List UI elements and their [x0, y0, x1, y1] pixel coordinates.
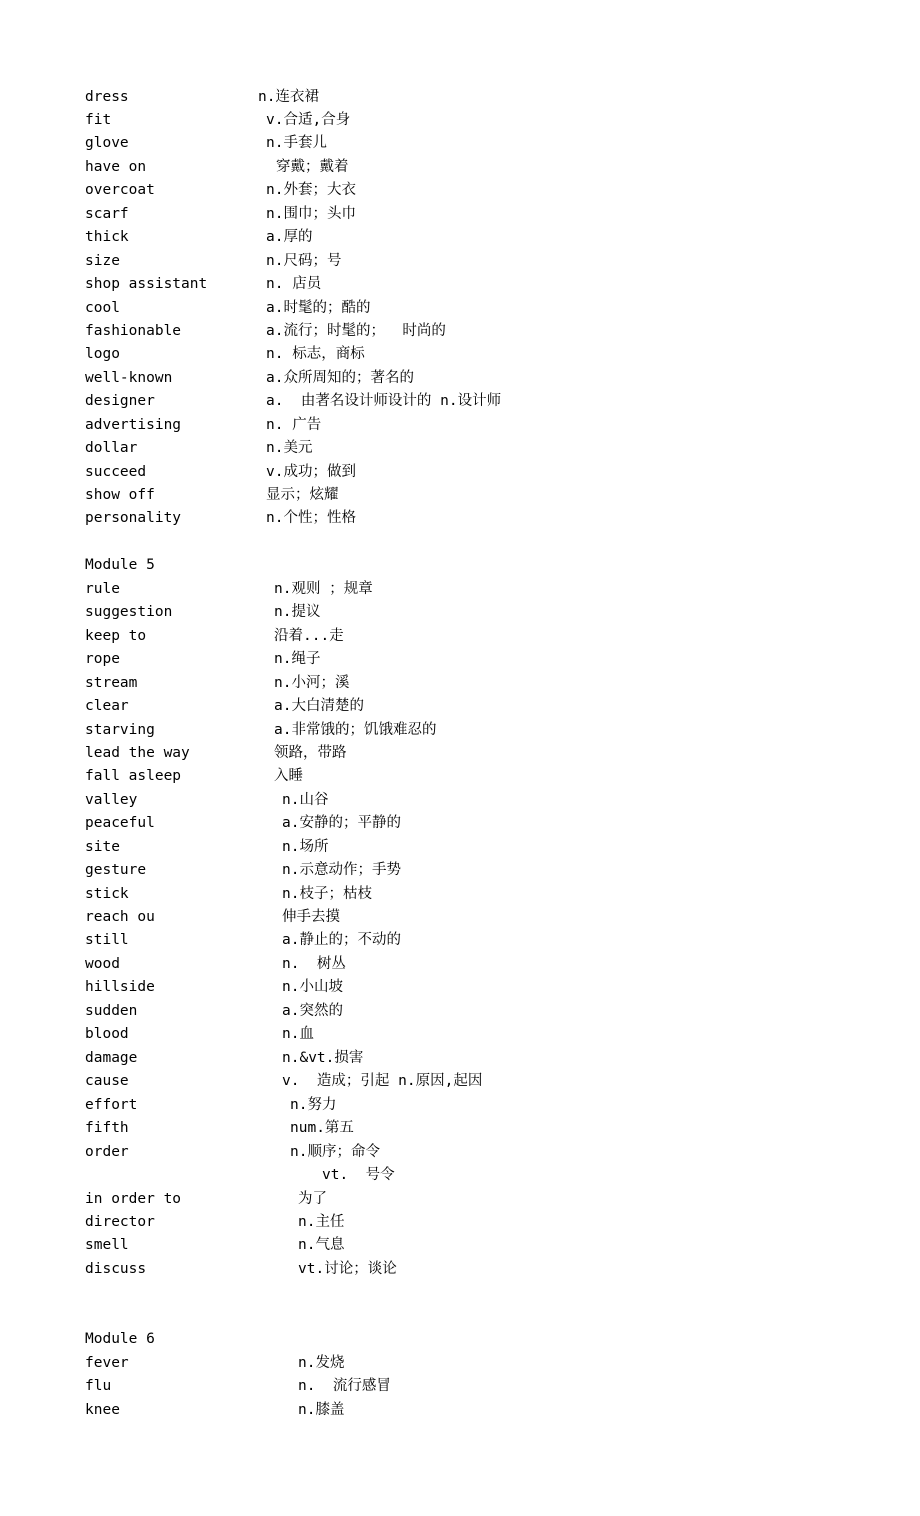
vocab-definition: n.顺序；命令 — [290, 1144, 380, 1160]
vocab-term: dollar — [85, 440, 138, 456]
vocab-term: site — [85, 839, 120, 855]
vocab-definition: n.小山坡 — [282, 979, 343, 995]
vocab-term: still — [85, 932, 129, 948]
vocab-term: flu — [85, 1378, 112, 1394]
vocab-term: fall asleep — [85, 768, 182, 784]
vocab-term: discuss — [85, 1261, 147, 1277]
vocab-term: smell — [85, 1237, 129, 1253]
vocab-definition: n.观则 ；规章 — [274, 581, 373, 597]
vocab-definition: v.成功；做到 — [266, 464, 356, 480]
vocab-definition: n.提议 — [274, 604, 321, 620]
vocab-term: size — [85, 253, 120, 269]
vocab-definition: 显示；炫耀 — [266, 487, 339, 503]
vocab-definition: n.主任 — [298, 1214, 345, 1230]
vocab-term: wood — [85, 956, 120, 972]
vocab-definition: n.手套儿 — [266, 135, 327, 151]
vocab-definition: n.外套；大衣 — [266, 182, 356, 198]
vocab-definition: n. 树丛 — [282, 956, 346, 972]
vocab-definition: vt. 号令 — [322, 1167, 395, 1183]
vocab-term: keep to — [85, 628, 147, 644]
vocab-definition: n.努力 — [290, 1097, 337, 1113]
vocab-definition: a.大白清楚的 — [274, 698, 364, 714]
vocab-term: damage — [85, 1050, 138, 1066]
vocab-term: fever — [85, 1355, 129, 1371]
vocab-term: director — [85, 1214, 155, 1230]
vocab-definition: n.示意动作；手势 — [282, 862, 401, 878]
vocab-definition: n.膝盖 — [298, 1402, 345, 1418]
vocab-term: have on — [85, 159, 147, 175]
vocab-term: sudden — [85, 1003, 138, 1019]
vocab-definition: n.场所 — [282, 839, 329, 855]
vocab-term: suggestion — [85, 604, 173, 620]
vocab-definition: a.突然的 — [282, 1003, 343, 1019]
vocab-definition: n. 广告 — [266, 417, 322, 433]
vocab-term: advertising — [85, 417, 182, 433]
vocab-definition: v. 造成；引起 n.原因,起因 — [282, 1073, 483, 1089]
vocab-definition: n.个性；性格 — [266, 510, 356, 526]
vocab-definition: n.小河；溪 — [274, 675, 350, 691]
vocab-term: shop assistant — [85, 276, 208, 292]
vocab-term: knee — [85, 1402, 120, 1418]
vocab-term: scarf — [85, 206, 129, 222]
vocab-term: succeed — [85, 464, 147, 480]
module-6-heading: Module 6 — [85, 1331, 155, 1347]
vocab-term: personality — [85, 510, 182, 526]
vocab-term: valley — [85, 792, 138, 808]
vocab-term: starving — [85, 722, 155, 738]
vocab-definition: a.安静的；平静的 — [282, 815, 401, 831]
vocab-definition: n. 店员 — [266, 276, 322, 292]
vocab-definition: v.合适,合身 — [266, 112, 351, 128]
vocab-definition: n.山谷 — [282, 792, 329, 808]
vocab-definition: a.厚的 — [266, 229, 313, 245]
vocab-definition: n.绳子 — [274, 651, 321, 667]
vocab-definition: 领路，带路 — [274, 745, 347, 761]
vocab-term: rope — [85, 651, 120, 667]
vocab-term: gesture — [85, 862, 147, 878]
vocab-definition: 为了 — [298, 1191, 327, 1207]
vocab-term: rule — [85, 581, 120, 597]
vocab-definition: n. 流行感冒 — [298, 1378, 391, 1394]
vocab-definition: 入睡 — [274, 768, 303, 784]
vocab-definition: 沿着...走 — [274, 628, 344, 644]
vocab-term: glove — [85, 135, 129, 151]
vocab-definition: a.众所周知的；著名的 — [266, 370, 414, 386]
vocab-term: lead the way — [85, 745, 190, 761]
vocab-term: show off — [85, 487, 155, 503]
vocab-term: peaceful — [85, 815, 155, 831]
vocab-term: reach ou — [85, 909, 155, 925]
vocab-definition: n.气息 — [298, 1237, 345, 1253]
vocab-term: overcoat — [85, 182, 155, 198]
vocab-term: cool — [85, 300, 120, 316]
vocab-definition: 伸手去摸 — [282, 909, 340, 925]
vocab-term: designer — [85, 393, 155, 409]
vocab-term: well-known — [85, 370, 173, 386]
vocab-definition: n.发烧 — [298, 1355, 345, 1371]
vocab-term: cause — [85, 1073, 129, 1089]
vocab-term: effort — [85, 1097, 138, 1113]
vocab-definition: n.&vt.损害 — [282, 1050, 364, 1066]
vocab-definition: num.第五 — [290, 1120, 354, 1136]
vocab-term: thick — [85, 229, 129, 245]
vocab-definition: n.连衣裙 — [258, 89, 319, 105]
vocab-term: order — [85, 1144, 129, 1160]
vocab-term: blood — [85, 1026, 129, 1042]
vocab-term: in order to — [85, 1191, 182, 1207]
vocab-definition: a.时髦的；酷的 — [266, 300, 371, 316]
vocab-term: logo — [85, 346, 120, 362]
vocab-definition: n.枝子；枯枝 — [282, 886, 372, 902]
vocab-definition: a. 由著名设计师设计的 n.设计师 — [266, 393, 502, 409]
vocab-definition: n.美元 — [266, 440, 313, 456]
vocab-term: stream — [85, 675, 138, 691]
vocab-definition: a.静止的；不动的 — [282, 932, 401, 948]
vocab-definition: n.围巾；头巾 — [266, 206, 356, 222]
vocab-term: fifth — [85, 1120, 129, 1136]
vocab-definition: n. 标志，商标 — [266, 346, 365, 362]
vocab-definition: n.血 — [282, 1026, 314, 1042]
vocab-definition: n.尺码；号 — [266, 253, 342, 269]
vocab-term: fashionable — [85, 323, 182, 339]
vocab-term: stick — [85, 886, 129, 902]
vocab-definition: a.流行；时髦的； 时尚的 — [266, 323, 446, 339]
vocab-definition: 穿戴；戴着 — [276, 159, 349, 175]
module-5-heading: Module 5 — [85, 557, 155, 573]
vocab-term: dress — [85, 89, 129, 105]
vocab-term: clear — [85, 698, 129, 714]
vocab-term: fit — [85, 112, 112, 128]
vocab-definition: a.非常饿的；饥饿难忍的 — [274, 722, 437, 738]
vocab-term: hillside — [85, 979, 155, 995]
vocab-definition: vt.讨论；谈论 — [298, 1261, 397, 1277]
